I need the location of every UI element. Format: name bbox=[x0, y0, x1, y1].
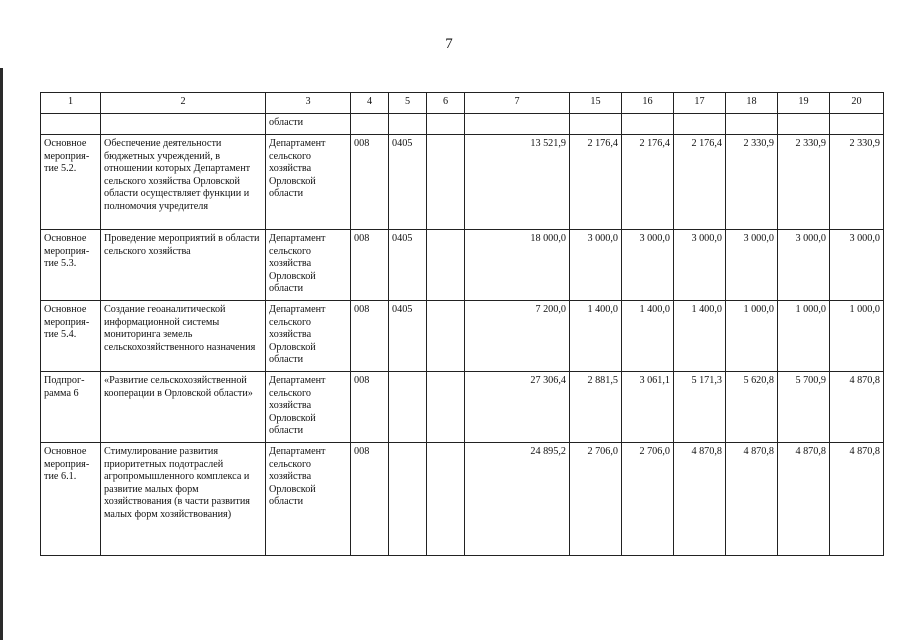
value-cell: 1 000,0 bbox=[726, 301, 778, 372]
status-cell: Основное мероприя-тие 5.3. bbox=[41, 230, 101, 301]
code-cell bbox=[427, 443, 465, 556]
page-number: 7 bbox=[445, 36, 453, 52]
name-cell: Обеспечение деятельности бюджетных учреждений, в отношении которых Департамент сельского хозяйства Орловской области осуществляет функции и полномочия учредителя bbox=[101, 135, 266, 230]
table-row bbox=[41, 301, 884, 372]
scan-left-edge bbox=[0, 68, 3, 640]
code-cell bbox=[427, 230, 465, 301]
code-cell: 008 bbox=[351, 301, 389, 372]
value-cell: 3 000,0 bbox=[830, 230, 884, 301]
value-cell: 5 620,8 bbox=[726, 372, 778, 443]
value-cell: 7 200,0 bbox=[465, 301, 570, 372]
column-header: 19 bbox=[778, 93, 830, 114]
value-cell: 3 000,0 bbox=[726, 230, 778, 301]
executor-cell: Департамент сельского хозяйства Орловской области bbox=[266, 443, 351, 556]
value-cell: 13 521,9 bbox=[465, 135, 570, 230]
value-cell: 1 400,0 bbox=[622, 301, 674, 372]
value-cell: 3 061,1 bbox=[622, 372, 674, 443]
status-cell: Основное мероприя-тие 5.4. bbox=[41, 301, 101, 372]
executor-cell: области bbox=[266, 114, 351, 135]
value-cell: 3 000,0 bbox=[778, 230, 830, 301]
value-cell: 4 870,8 bbox=[830, 372, 884, 443]
value-cell: 2 176,4 bbox=[674, 135, 726, 230]
value-cell: 2 706,0 bbox=[622, 443, 674, 556]
value-cell: 1 400,0 bbox=[674, 301, 726, 372]
code-cell: 008 bbox=[351, 230, 389, 301]
status-cell: Основное мероприя-тие 6.1. bbox=[41, 443, 101, 556]
budget-table bbox=[40, 92, 884, 556]
column-header: 7 bbox=[465, 93, 570, 114]
executor-cell: Департамент сельского хозяйства Орловской области bbox=[266, 135, 351, 230]
column-header: 16 bbox=[622, 93, 674, 114]
value-cell: 3 000,0 bbox=[674, 230, 726, 301]
value-cell: 3 000,0 bbox=[622, 230, 674, 301]
code-cell bbox=[427, 301, 465, 372]
value-cell: 3 000,0 bbox=[570, 230, 622, 301]
column-header: 6 bbox=[427, 93, 465, 114]
column-header: 4 bbox=[351, 93, 389, 114]
value-cell: 4 870,8 bbox=[830, 443, 884, 556]
code-cell: 008 bbox=[351, 135, 389, 230]
value-cell: 4 870,8 bbox=[674, 443, 726, 556]
column-header: 1 bbox=[41, 93, 101, 114]
code-cell: 0405 bbox=[389, 301, 427, 372]
value-cell: 1 000,0 bbox=[830, 301, 884, 372]
value-cell: 2 330,9 bbox=[830, 135, 884, 230]
value-cell: 1 000,0 bbox=[778, 301, 830, 372]
table-row bbox=[41, 230, 884, 301]
value-cell: 4 870,8 bbox=[726, 443, 778, 556]
status-cell: Основное мероприя-тие 5.2. bbox=[41, 135, 101, 230]
code-cell: 008 bbox=[351, 372, 389, 443]
column-header: 2 bbox=[101, 93, 266, 114]
column-header: 15 bbox=[570, 93, 622, 114]
table-row bbox=[41, 372, 884, 443]
value-cell: 2 706,0 bbox=[570, 443, 622, 556]
value-cell: 2 330,9 bbox=[726, 135, 778, 230]
name-cell: «Развитие сельскохозяйственной кооперации в Орловской области» bbox=[101, 372, 266, 443]
executor-cell: Департамент сельского хозяйства Орловской области bbox=[266, 230, 351, 301]
table-row bbox=[41, 135, 884, 230]
value-cell: 2 881,5 bbox=[570, 372, 622, 443]
column-header: 18 bbox=[726, 93, 778, 114]
column-header: 3 bbox=[266, 93, 351, 114]
value-cell: 2 176,4 bbox=[570, 135, 622, 230]
column-header: 5 bbox=[389, 93, 427, 114]
executor-cell: Департамент сельского хозяйства Орловской области bbox=[266, 372, 351, 443]
table-row bbox=[41, 443, 884, 556]
value-cell: 4 870,8 bbox=[778, 443, 830, 556]
header-row bbox=[41, 93, 884, 114]
value-cell: 5 171,3 bbox=[674, 372, 726, 443]
column-header: 17 bbox=[674, 93, 726, 114]
code-cell: 0405 bbox=[389, 230, 427, 301]
code-cell bbox=[427, 135, 465, 230]
status-cell: Подпрог-рамма 6 bbox=[41, 372, 101, 443]
continuation-row bbox=[41, 114, 884, 135]
name-cell: Создание геоаналитической информационной системы мониторинга земель сельскохозяйственного назначения bbox=[101, 301, 266, 372]
value-cell: 2 330,9 bbox=[778, 135, 830, 230]
column-header: 20 bbox=[830, 93, 884, 114]
code-cell: 008 bbox=[351, 443, 389, 556]
name-cell: Проведение мероприятий в области сельского хозяйства bbox=[101, 230, 266, 301]
value-cell: 27 306,4 bbox=[465, 372, 570, 443]
executor-cell: Департамент сельского хозяйства Орловской области bbox=[266, 301, 351, 372]
code-cell bbox=[389, 443, 427, 556]
value-cell: 2 176,4 bbox=[622, 135, 674, 230]
value-cell: 24 895,2 bbox=[465, 443, 570, 556]
name-cell: Стимулирование развития приоритетных подотраслей агропромышленного комплекса и развитие малых форм хозяйствования (в части развития малых форм хозяйствования) bbox=[101, 443, 266, 556]
value-cell: 5 700,9 bbox=[778, 372, 830, 443]
code-cell: 0405 bbox=[389, 135, 427, 230]
code-cell bbox=[389, 372, 427, 443]
value-cell: 1 400,0 bbox=[570, 301, 622, 372]
code-cell bbox=[427, 372, 465, 443]
value-cell: 18 000,0 bbox=[465, 230, 570, 301]
